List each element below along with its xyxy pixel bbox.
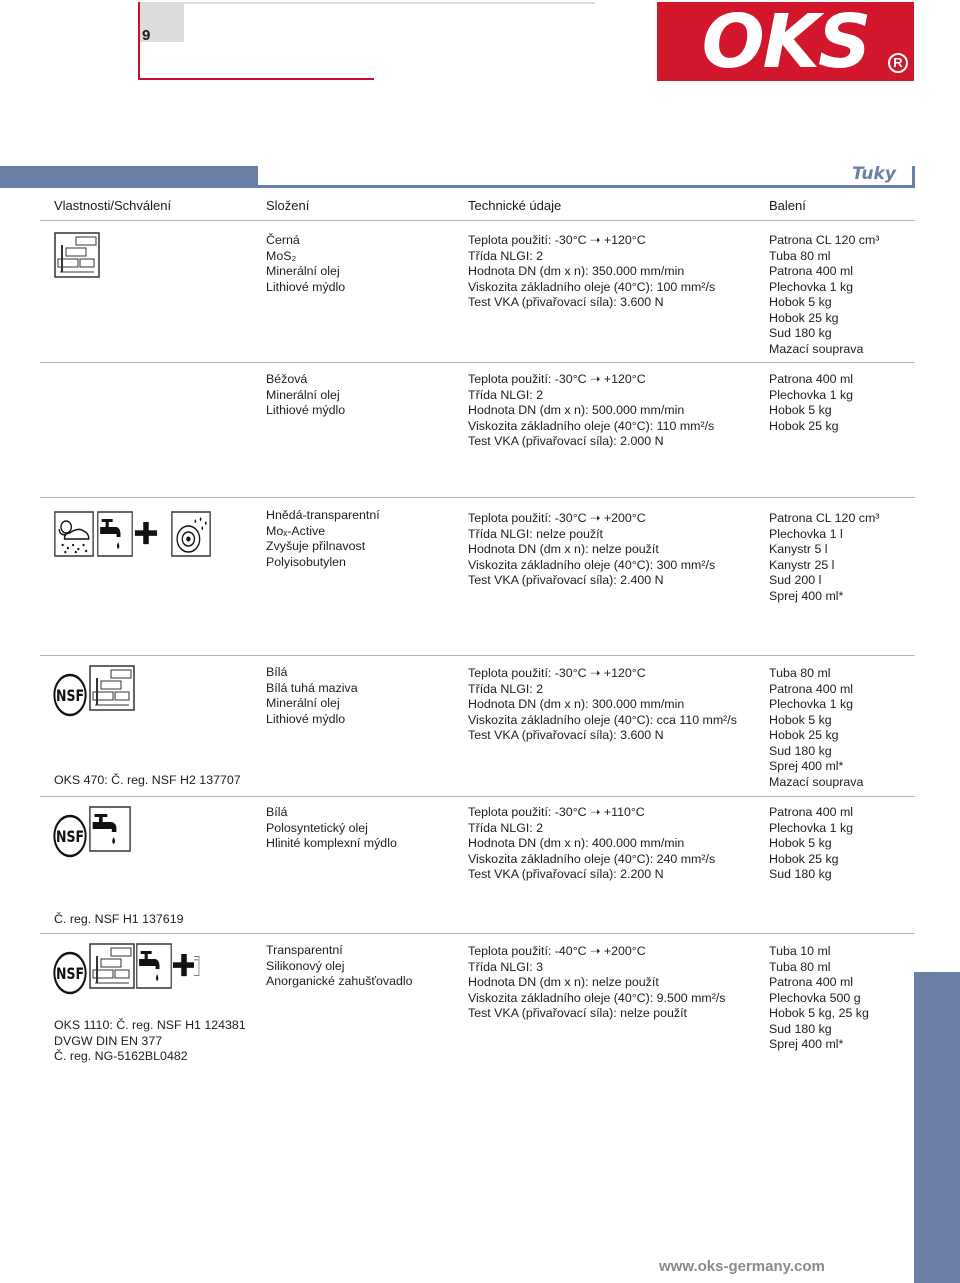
packaging-line: Sprej 400 ml* — [769, 588, 844, 603]
packaging-line: Hobok 5 kg — [769, 403, 832, 417]
water-tap-icon — [97, 511, 133, 557]
packaging-line: Kanystr 25 l — [769, 557, 835, 572]
composition-line: Moₓ-Active — [266, 523, 326, 538]
composition-line: Transparentní — [266, 943, 343, 957]
composition-line: Zvyšuje přilnavost — [266, 539, 366, 553]
row-2-packaging — [769, 372, 853, 434]
row-6-composition — [266, 943, 413, 990]
approval-line: DVGW DIN EN 377 — [54, 1033, 163, 1048]
packaging-line: Hobok 5 kg, 25 kg — [769, 1006, 869, 1020]
composition-line: Bílá — [266, 665, 288, 679]
category-band-end — [912, 166, 915, 188]
technical-line: Hodnota DN (dm x n): 500.000 mm/min — [468, 403, 685, 417]
row-2-technical — [468, 372, 714, 450]
website-link[interactable]: www.oks-germany.com — [659, 1258, 825, 1275]
technical-line: Viskozita základního oleje (40°C): 9.500 mm²/s — [468, 990, 726, 1005]
technical-line: Viskozita základního oleje (40°C): 240 mm²/s — [468, 851, 716, 866]
packaging-line: Plechovka 1 kg — [769, 697, 854, 711]
packaging-line: Patrona CL 120 cm³ — [769, 511, 880, 525]
row-3-packaging — [769, 511, 879, 604]
column-header-packaging: Balení — [769, 198, 806, 213]
packaging-line: Sud 180 kg — [769, 1021, 832, 1036]
side-index-bar — [914, 972, 960, 1283]
composition-line: Hnědá-transparentní — [266, 508, 380, 522]
packaging-line: Plechovka 1 kg — [769, 279, 854, 294]
table-separator — [40, 220, 915, 221]
row-3-technical — [468, 511, 715, 589]
technical-line: Hodnota DN (dm x n): 350.000 mm/min — [468, 264, 685, 278]
water-tap-icon — [89, 806, 131, 852]
header-divider — [140, 2, 595, 4]
approval-line: Č. reg. NG-5162BL0482 — [54, 1049, 188, 1063]
approval-line: OKS 1110: Č. reg. NSF H1 124381 — [54, 1018, 246, 1032]
table-separator — [40, 655, 915, 656]
row-2-composition — [266, 372, 345, 419]
packaging-line: Tuba 80 ml — [769, 666, 831, 680]
oks-logo — [657, 0, 914, 85]
temperature-range-icon — [89, 665, 135, 711]
technical-line: Třída NLGI: 2 — [468, 248, 544, 263]
row-4-composition — [266, 665, 358, 727]
packaging-line: Patrona CL 120 cm³ — [769, 233, 880, 247]
packaging-line: Patrona 400 ml — [769, 975, 854, 989]
technical-line: Teplota použití: -30°C ➝ +120°C — [468, 233, 646, 247]
technical-line: Test VKA (přivařovací síla): 3.600 N — [468, 728, 664, 742]
packaging-line: Plechovka 1 kg — [769, 820, 854, 835]
technical-line: Viskozita základního oleje (40°C): 110 mm²/s — [468, 418, 715, 433]
packaging-line: Hobok 25 kg — [769, 310, 839, 325]
composition-line: Minerální olej — [266, 264, 340, 278]
composition-line: Polosyntetický olej — [266, 820, 368, 835]
technical-line: Hodnota DN (dm x n): nelze použít — [468, 975, 659, 989]
packaging-line: Patrona 400 ml — [769, 805, 854, 819]
packaging-line: Kanystr 5 l — [769, 542, 828, 556]
composition-line: Bílá tuhá maziva — [266, 680, 358, 695]
approval-line: OKS 470: Č. reg. NSF H2 137707 — [54, 773, 241, 787]
packaging-line: Tuba 80 ml — [769, 959, 831, 974]
composition-line: Černá — [266, 233, 300, 247]
row-5-packaging — [769, 805, 853, 883]
technical-line: Viskozita základního oleje (40°C): 300 mm²/s — [468, 557, 716, 572]
row-5-approvals — [54, 912, 183, 928]
packaging-line: Patrona 400 ml — [769, 372, 854, 386]
temperature-icon — [156, 511, 169, 557]
composition-line: Lithiové mýdlo — [266, 279, 346, 294]
positive-additive-icon — [172, 943, 196, 989]
composition-line: Béžová — [266, 372, 308, 386]
packaging-line: Mazací souprava — [769, 341, 864, 356]
technical-line: Test VKA (přivařovací síla): 2.000 N — [468, 434, 664, 448]
packaging-line: Sprej 400 ml* — [769, 1037, 844, 1051]
composition-line: Silikonový olej — [266, 958, 345, 973]
composition-line: Hlinité komplexní mýdlo — [266, 836, 397, 850]
table-separator — [40, 933, 915, 934]
technical-line: Test VKA (přivařovací síla): 3.600 N — [468, 295, 664, 309]
composition-line: Polyisobutylen — [266, 554, 346, 569]
table-separator — [40, 796, 915, 797]
temperature-icon — [194, 943, 212, 989]
nsf-logo-icon — [52, 950, 88, 996]
row-3-composition — [266, 508, 380, 570]
packaging-line: Plechovka 1 l — [769, 526, 843, 541]
logo-text: OKS — [701, 0, 870, 85]
bearing-spray-icon — [171, 511, 211, 557]
composition-line: MoS₂ — [266, 248, 297, 263]
row-6-approvals — [54, 1018, 246, 1065]
header-frame-horizontal — [138, 78, 374, 80]
nsf-logo-icon — [52, 813, 88, 859]
row-5-technical — [468, 805, 715, 883]
composition-line: Bílá — [266, 805, 288, 819]
positive-additive-icon — [134, 511, 158, 557]
row-1-technical — [468, 233, 715, 311]
row-5-composition — [266, 805, 397, 852]
packaging-line: Hobok 5 kg — [769, 712, 832, 727]
packaging-line: Plechovka 1 kg — [769, 387, 854, 402]
packaging-line: Sud 200 l — [769, 573, 822, 587]
packaging-line: Sud 180 kg — [769, 743, 832, 758]
technical-line: Hodnota DN (dm x n): 300.000 mm/min — [468, 697, 685, 711]
technical-line: Viskozita základního oleje (40°C): cca 110 mm²/s — [468, 712, 737, 727]
technical-line: Teplota použití: -30°C ➝ +200°C — [468, 511, 646, 525]
row-4-approvals — [54, 773, 241, 789]
technical-line: Teplota použití: -30°C ➝ +120°C — [468, 666, 646, 680]
packaging-line: Sud 180 kg — [769, 326, 832, 340]
row-4-packaging — [769, 666, 863, 790]
column-header-composition: Složení — [266, 198, 310, 213]
technical-line: Test VKA (přivařovací síla): nelze použít — [468, 1006, 687, 1020]
row-6-technical — [468, 944, 725, 1022]
technical-line: Třída NLGI: 2 — [468, 387, 544, 402]
nsf-logo-icon — [52, 672, 88, 718]
technical-line: Test VKA (přivařovací síla): 2.400 N — [468, 573, 664, 587]
packaging-line: Sud 180 kg — [769, 867, 832, 881]
packaging-line: Patrona 400 ml — [769, 264, 854, 278]
composition-line: Minerální olej — [266, 387, 340, 402]
registered-mark: R — [888, 53, 908, 73]
technical-line: Teplota použití: -30°C ➝ +110°C — [468, 805, 645, 819]
category-title: Tuky — [852, 164, 896, 184]
technical-line: Teplota použití: -40°C ➝ +200°C — [468, 944, 646, 958]
row-6-packaging — [769, 944, 869, 1053]
packaging-line: Hobok 5 kg — [769, 836, 832, 850]
packaging-line: Tuba 80 ml — [769, 248, 831, 263]
table-separator — [40, 362, 915, 363]
packaging-line: Hobok 25 kg — [769, 851, 839, 866]
row-1-packaging — [769, 233, 879, 357]
packaging-line: Plechovka 500 g — [769, 990, 861, 1005]
technical-line: Viskozita základního oleje (40°C): 100 mm²/s — [468, 279, 716, 294]
water-tap-icon — [136, 943, 172, 989]
packaging-line: Sprej 400 ml* — [769, 759, 844, 773]
column-header-properties: Vlastnosti/Schválení — [54, 198, 172, 213]
composition-line: Anorganické zahušťovadlo — [266, 974, 413, 988]
technical-line: Hodnota DN (dm x n): nelze použít — [468, 542, 659, 556]
temperature-range-icon — [89, 943, 135, 989]
technical-line: Třída NLGI: 2 — [468, 820, 544, 835]
packaging-line: Tuba 10 ml — [769, 944, 831, 958]
packaging-line: Hobok 25 kg — [769, 418, 839, 433]
composition-line: Minerální olej — [266, 696, 340, 710]
table-separator — [40, 497, 915, 498]
row-4-technical — [468, 666, 737, 744]
technical-line: Test VKA (přivařovací síla): 2.200 N — [468, 867, 664, 881]
category-band-line — [0, 185, 915, 188]
technical-line: Třída NLGI: 3 — [468, 959, 544, 974]
temperature-range-icon — [54, 232, 100, 278]
header-frame-vertical — [138, 2, 140, 80]
composition-line: Lithiové mýdlo — [266, 711, 346, 726]
packaging-line: Hobok 5 kg — [769, 295, 832, 309]
weather-resistance-icon — [54, 511, 94, 557]
technical-line: Třída NLGI: 2 — [468, 681, 544, 696]
packaging-line: Hobok 25 kg — [769, 728, 839, 742]
technical-line: Třída NLGI: nelze použít — [468, 526, 603, 541]
column-header-technical: Technické údaje — [468, 198, 562, 213]
packaging-line: Patrona 400 ml — [769, 681, 854, 696]
page-number: 9 — [142, 27, 151, 44]
technical-line: Hodnota DN (dm x n): 400.000 mm/min — [468, 836, 685, 850]
approval-line: Č. reg. NSF H1 137619 — [54, 912, 184, 926]
row-1-composition — [266, 233, 345, 295]
technical-line: Teplota použití: -30°C ➝ +120°C — [468, 372, 646, 386]
packaging-line: Mazací souprava — [769, 774, 864, 789]
composition-line: Lithiové mýdlo — [266, 403, 346, 417]
